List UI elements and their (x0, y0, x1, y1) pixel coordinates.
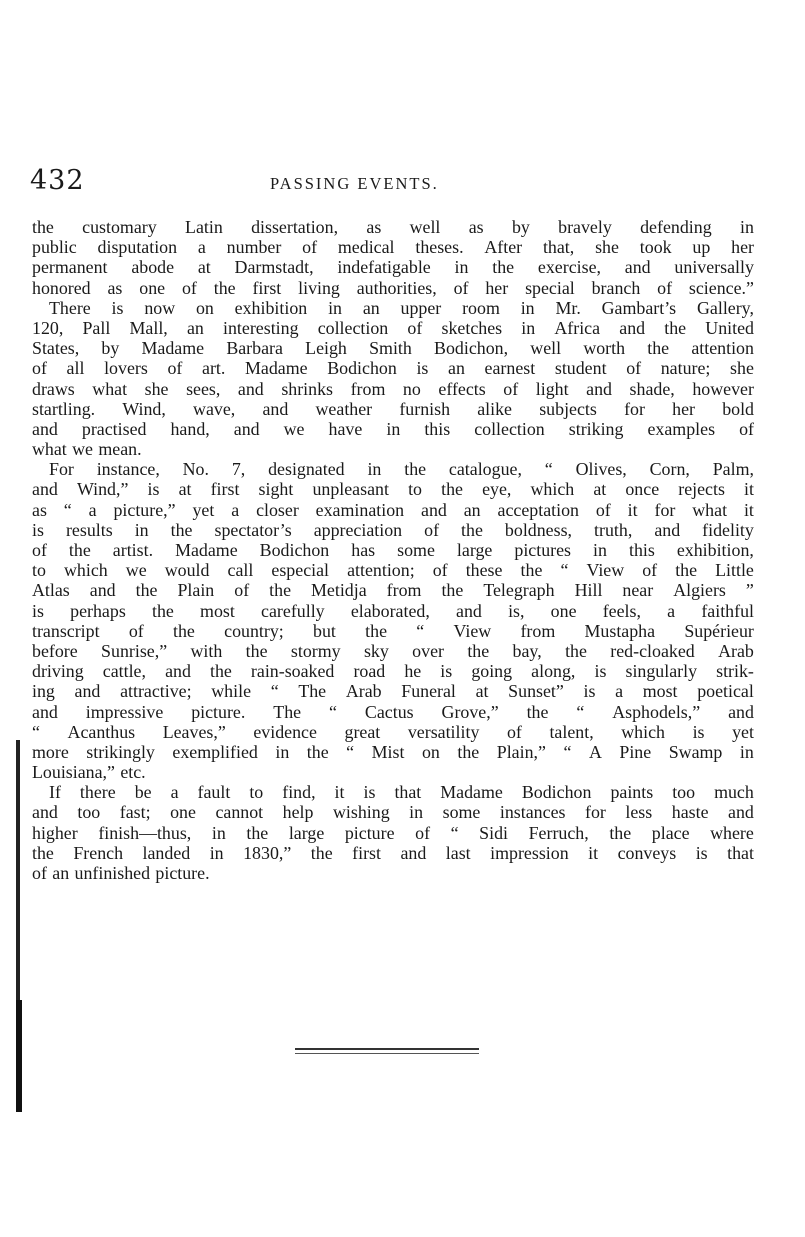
text-line: Louisiana,” etc. (32, 762, 146, 783)
text-line: permanent abode at Darmstadt, indefatigable in the exercise, and universally (32, 257, 754, 278)
article-text (32, 217, 754, 883)
text-line: and practised hand, and we have in this collection striking examples of (32, 418, 754, 439)
text-line: is results in the spectator’s appreciation of the boldness, truth, and fidelity (32, 519, 754, 540)
text-line: ing and attractive; while “ The Arab Funeral at Sunset” is a most poetical (32, 681, 754, 702)
text-line: If there be a fault to find, it is that Madame Bodichon paints too much (49, 782, 754, 803)
text-line: to which we would call especial attention; of these the “ View of the Little (32, 560, 754, 581)
text-line: of the artist. Madame Bodichon has some large pictures in this exhibition, (32, 540, 754, 560)
text-line: the French landed in 1830,” the first and last impression it conveys is that (32, 842, 754, 863)
text-line: before Sunrise,” with the stormy sky over the bay, the red-cloaked Arab (32, 640, 754, 661)
text-line: transcript of the country; but the “ View from Mustapha Supérieur (32, 620, 754, 641)
text-line: For instance, No. 7, designated in the catalogue, “ Olives, Corn, Palm, (49, 459, 754, 480)
text-line: driving cattle, and the rain-soaked road he is going along, is singularly strik- (32, 661, 754, 682)
text-line: 120, Pall Mall, an interesting collection of sketches in Africa and the United (32, 317, 754, 338)
section-end-rule-lower (295, 1053, 479, 1054)
text-line: what we mean. (32, 439, 142, 460)
text-line: Atlas and the Plain of the Metidja from the Telegraph Hill near Algiers ” (32, 580, 754, 601)
text-line: “ Acanthus Leaves,” evidence great versatility of talent, which is yet (32, 721, 754, 742)
text-line: There is now on exhibition in an upper room in Mr. Gambart’s Gallery, (49, 297, 754, 318)
text-line: the customary Latin dissertation, as well as by bravely defending in (32, 217, 754, 237)
text-line: higher finish—thus, in the large picture of “ Sidi Ferruch, the place where (32, 822, 754, 843)
text-line: and impressive picture. The “ Cactus Grove,” the “ Asphodels,” and (32, 701, 754, 722)
text-line: States, by Madame Barbara Leigh Smith Bodichon, well worth the attention (32, 338, 754, 359)
text-line: more strikingly exemplified in the “ Mist on the Plain,” “ A Pine Swamp in (32, 741, 754, 762)
text-line: and Wind,” is at first sight unpleasant to the eye, which at once rejects it (32, 479, 754, 500)
text-line: honored as one of the first living authorities, of her special branch of science.” (32, 277, 754, 298)
text-line: draws what she sees, and shrinks from no effects of light and shade, however (32, 378, 754, 399)
text-line: is perhaps the most carefully elaborated, and is, one feels, a faithful (32, 600, 754, 621)
text-line: of all lovers of art. Madame Bodichon is an earnest student of nature; she (32, 358, 754, 379)
text-line: as “ a picture,” yet a closer examination and an acceptation of it for what it (32, 499, 754, 520)
margin-rule-lower (16, 1000, 22, 1112)
text-line: startling. Wind, wave, and weather furnish alike subjects for her bold (32, 398, 754, 419)
page-number: 432 (30, 165, 85, 196)
text-line: and too fast; one cannot help wishing in some instances for less haste and (32, 802, 754, 823)
running-head: PASSING EVENTS. (270, 174, 439, 193)
section-end-rule (295, 1048, 479, 1050)
text-line: of an unfinished picture. (32, 863, 210, 883)
text-line: public disputation a number of medical theses. After that, she took up her (32, 237, 754, 258)
